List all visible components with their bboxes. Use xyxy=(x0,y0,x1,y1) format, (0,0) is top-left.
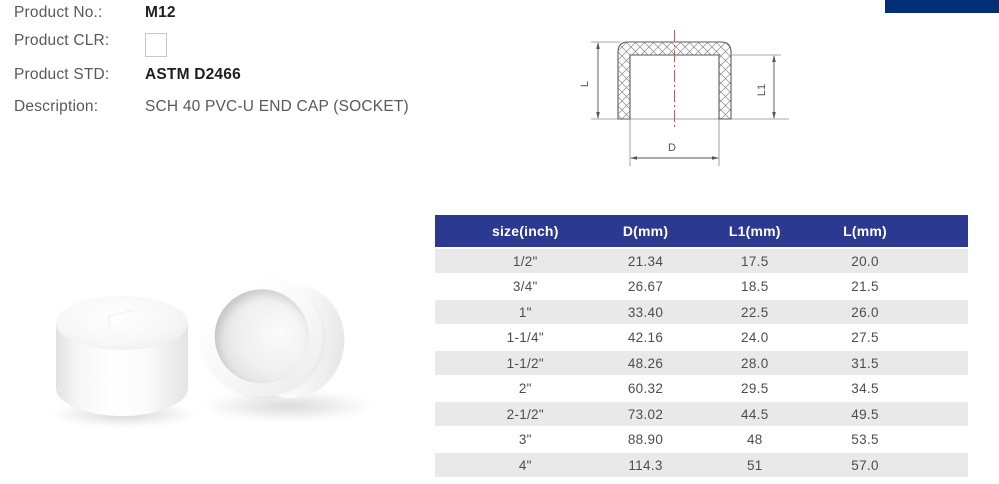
table-cell: 24.0 xyxy=(701,325,808,351)
column-header: L1(mm) xyxy=(701,215,808,248)
product-clr-row xyxy=(14,32,167,57)
table-cell: 114.3 xyxy=(590,452,702,478)
table-cell: 49.5 xyxy=(808,401,968,427)
column-header: D(mm) xyxy=(590,215,702,248)
column-header: size(inch) xyxy=(435,215,590,248)
corner-accent-bar xyxy=(885,0,999,13)
end-cap-cross-section xyxy=(568,20,800,175)
table-cell: 31.5 xyxy=(808,350,968,376)
table-cell: 1" xyxy=(435,299,590,325)
product-color-swatch xyxy=(145,33,167,57)
table-cell: 28.0 xyxy=(701,350,808,376)
table-cell: 2-1/2" xyxy=(435,401,590,427)
product-std-value: ASTM D2466 xyxy=(145,66,241,83)
table-cell: 22.5 xyxy=(701,299,808,325)
table-cell: 1-1/2" xyxy=(435,350,590,376)
technical-drawing xyxy=(568,20,800,175)
table-cell: 1-1/4" xyxy=(435,325,590,351)
table-cell: 21.34 xyxy=(590,248,702,274)
product-photo xyxy=(40,278,370,478)
table-cell: 88.90 xyxy=(590,427,702,453)
column-header: L(mm) xyxy=(808,215,968,248)
table-cell: 27.5 xyxy=(808,325,968,351)
description-value: SCH 40 PVC-U END CAP (SOCKET) xyxy=(145,98,409,115)
table-cell: 26.67 xyxy=(590,274,702,300)
table-row xyxy=(435,376,968,402)
table-cell: 4" xyxy=(435,452,590,478)
table-cell: 1/2" xyxy=(435,248,590,274)
table-row xyxy=(435,248,968,274)
dim-label-l: L xyxy=(579,80,591,88)
table-cell: 29.5 xyxy=(701,376,808,402)
description-row xyxy=(14,98,409,116)
table-row xyxy=(435,274,968,300)
table-cell: 20.0 xyxy=(808,248,968,274)
table-cell: 26.0 xyxy=(808,299,968,325)
end-cap-photo-open xyxy=(193,269,358,416)
table-row xyxy=(435,299,968,325)
dim-label-l1: L1 xyxy=(756,83,768,97)
table-cell: 60.32 xyxy=(590,376,702,402)
dim-label-d: D xyxy=(668,142,676,154)
table-cell: 51 xyxy=(701,452,808,478)
product-no-row xyxy=(14,4,176,22)
table-row xyxy=(435,452,968,478)
table-cell: 53.5 xyxy=(808,427,968,453)
table-cell: 21.5 xyxy=(808,274,968,300)
end-cap-photo-closed xyxy=(56,296,188,418)
table-cell: 48 xyxy=(701,427,808,453)
product-no-value: M12 xyxy=(145,4,176,21)
table-row xyxy=(435,401,968,427)
description-label: Description: xyxy=(14,98,99,115)
table-cell: 44.5 xyxy=(701,401,808,427)
table-cell: 34.5 xyxy=(808,376,968,402)
product-std-row xyxy=(14,66,241,84)
table-header-row xyxy=(435,215,968,248)
table-cell: 33.40 xyxy=(590,299,702,325)
table-row xyxy=(435,350,968,376)
table-cell: 17.5 xyxy=(701,248,808,274)
table-cell: 3/4" xyxy=(435,274,590,300)
table-cell: 3" xyxy=(435,427,590,453)
table-cell: 57.0 xyxy=(808,452,968,478)
table-cell: 48.26 xyxy=(590,350,702,376)
table-row xyxy=(435,325,968,351)
product-no-label: Product No.: xyxy=(14,4,103,21)
dimensions-table xyxy=(435,215,968,478)
product-clr-label: Product CLR: xyxy=(14,32,110,49)
product-std-label: Product STD: xyxy=(14,66,110,83)
table-cell: 2" xyxy=(435,376,590,402)
table-cell: 42.16 xyxy=(590,325,702,351)
table-row xyxy=(435,427,968,453)
table-cell: 18.5 xyxy=(701,274,808,300)
table-cell: 73.02 xyxy=(590,401,702,427)
